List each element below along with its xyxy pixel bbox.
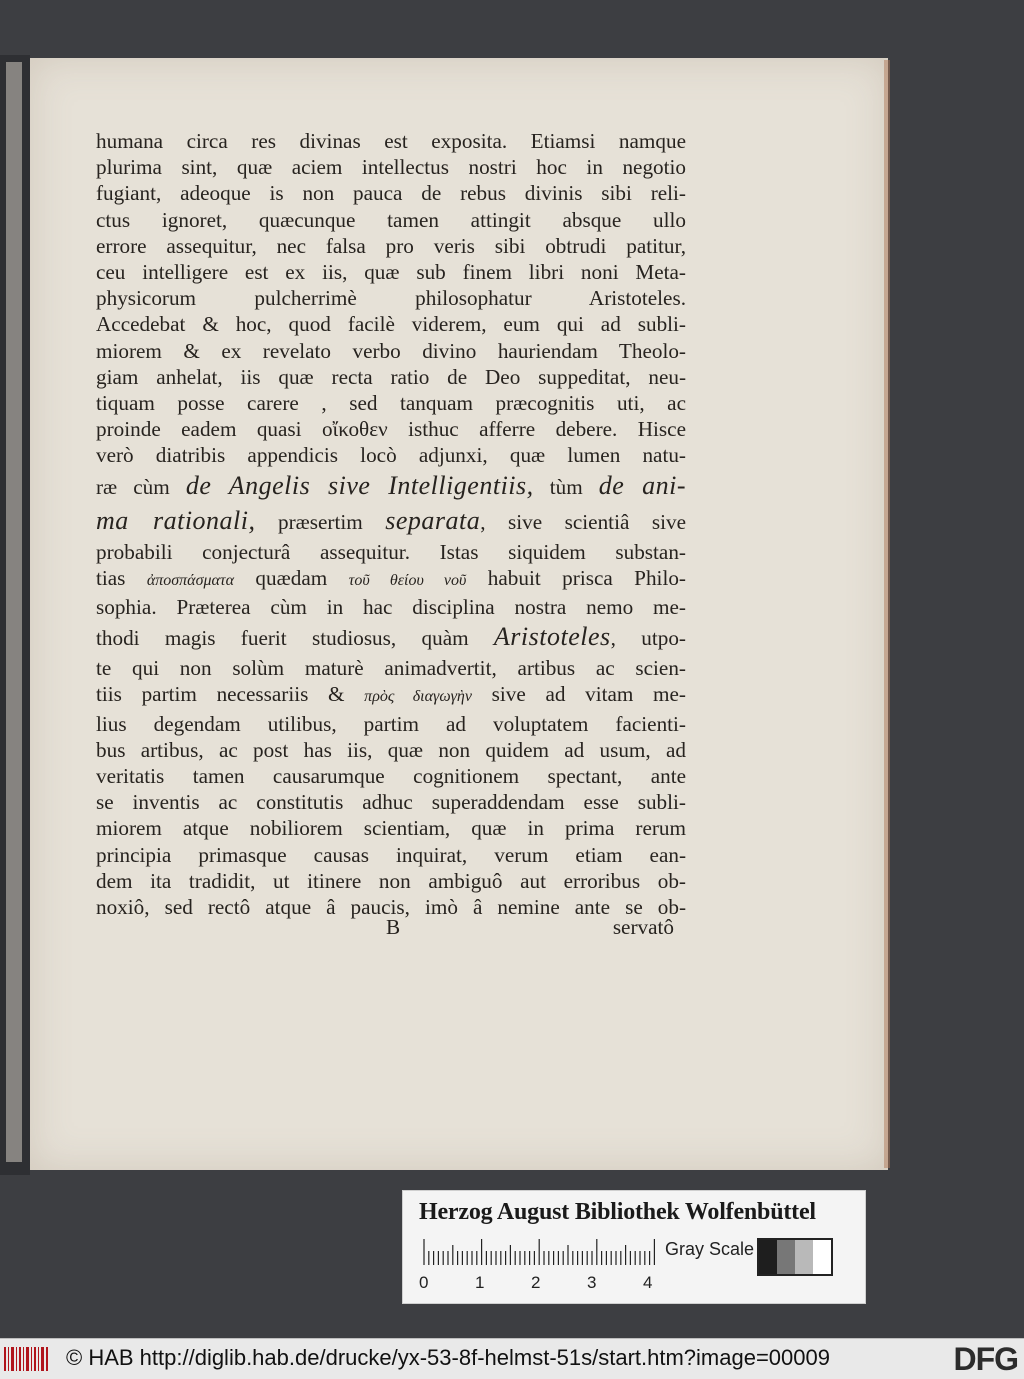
- text-line: proinde eadem quasi οἴκοθεν isthuc afferre debere. Hisce: [96, 417, 686, 442]
- text-run: præsertim: [255, 509, 386, 534]
- text-line: miorem atque nobiliorem scientiam, quæ in prima rerum: [96, 816, 686, 841]
- text-run: , sive scientiâ sive: [480, 509, 686, 534]
- signature-mark: B: [386, 915, 401, 939]
- library-name: Herzog August Bibliothek Wolfenbüttel: [419, 1199, 816, 1225]
- gray-swatch: [759, 1240, 777, 1274]
- text-run: , utpo-: [610, 626, 686, 651]
- text-line: dem ita tradidit, ut itinere non ambiguô aut erroribus ob-: [96, 868, 686, 893]
- text-run: tùm: [533, 474, 599, 499]
- text-line: miorem & ex revelato verbo divino hauriendam Theolo-: [96, 338, 686, 363]
- gray-scale-swatches: [757, 1238, 833, 1276]
- text-run: quædam: [234, 565, 349, 590]
- text-run: tiis partim necessariis &: [96, 682, 365, 707]
- text-run: thodi magis fuerit studiosus, quàm: [96, 626, 494, 651]
- page-text: [96, 128, 686, 920]
- catchword: servatô: [612, 915, 674, 939]
- gray-swatch: [795, 1240, 813, 1274]
- ruler-ticks: [419, 1237, 659, 1267]
- text-line: sophia. Præterea cùm in hac disciplina nostra nemo me-: [96, 595, 686, 620]
- barcode-icon: [4, 1347, 48, 1371]
- text-run: ræ cùm: [96, 474, 186, 499]
- text-line: plurima sint, quæ aciem intellectus nostri hoc in negotio: [96, 155, 686, 180]
- greek-run: ἀποσπάσματα: [146, 571, 235, 589]
- text-line: ctus ignoret, quæcunque tamen attingit absque ullo: [96, 207, 686, 232]
- gray-swatch: [813, 1240, 831, 1274]
- text-line: lius degendam utilibus, partim ad voluptatem facienti-: [96, 711, 686, 736]
- ruler-number: 0: [419, 1273, 429, 1292]
- page-footer: [96, 915, 686, 941]
- ruler-number: 1: [475, 1273, 485, 1292]
- text-line: physicorum pulcherrimè philosophatur Aristoteles.: [96, 286, 686, 311]
- text-line: humana circa res divinas est exposita. Etiamsi namque: [96, 129, 686, 153]
- text-line: se inventis ac constitutis adhuc superaddendam esse subli-: [96, 790, 686, 815]
- gray-swatch: [777, 1240, 795, 1274]
- text-line: te qui non solùm maturè animadvertit, artibus ac scien-: [96, 656, 686, 681]
- ruler-numbers: [417, 1273, 657, 1297]
- text-line: giam anhelat, iis quæ recta ratio de Deo suppeditat, neu-: [96, 364, 686, 389]
- italic-run: separata: [385, 505, 481, 535]
- text-line: Accedebat & hoc, quod facilè viderem, eum qui ad subli-: [96, 312, 686, 337]
- ruler-number: 3: [587, 1273, 597, 1292]
- text-line: tiquam posse carere , sed tanquam præcognitis uti, ac: [96, 391, 686, 416]
- viewer-footer: [0, 1338, 1024, 1379]
- greek-run: πρὸς διαγωγὴν: [364, 688, 472, 706]
- gray-scale-label: Gray Scale: [665, 1239, 755, 1259]
- italic-run: de Angelis sive Intelligentiis,: [185, 470, 534, 500]
- text-line: fugiant, adeoque is non pauca de rebus divinis sibi reli-: [96, 181, 686, 206]
- text-run: tias: [96, 565, 147, 590]
- text-line: [96, 504, 686, 539]
- text-line: noxiô, sed rectô atque â paucis, imò â nemine ante se ob-: [96, 895, 686, 920]
- text-line: ceu intelligere est ex iis, quæ sub finem libri noni Meta-: [96, 260, 686, 285]
- italic-run: Aristoteles: [493, 622, 611, 652]
- facing-page-edge: [6, 62, 22, 1162]
- text-line: principia primasque causas inquirat, verum etiam ean-: [96, 842, 686, 867]
- text-line: bus artibus, ac post has iis, quæ non quidem ad usum, ad: [96, 737, 686, 762]
- measurement-ruler: [419, 1237, 659, 1267]
- text-run: sive ad vitam me-: [471, 682, 686, 707]
- text-line: [96, 681, 686, 710]
- page-edge: [884, 60, 890, 1168]
- text-line: probabili conjecturâ assequitur. Istas siquidem substan-: [96, 539, 686, 564]
- text-run: habuit prisca Philo-: [466, 565, 686, 590]
- dfg-logo: DFG: [953, 1341, 1018, 1377]
- ruler-number: 2: [531, 1273, 541, 1292]
- text-line: [96, 565, 686, 594]
- text-line: [96, 620, 686, 655]
- copyright-url[interactable]: © HAB http://diglib.hab.de/drucke/yx-53-8f-helmst-51s/start.htm?image=00009: [66, 1345, 830, 1370]
- greek-run: τοῦ θείου νοῦ: [348, 571, 467, 589]
- text-line: [96, 469, 686, 504]
- italic-run: de ani-: [598, 470, 686, 500]
- library-color-card: [402, 1190, 866, 1304]
- ruler-number: 4: [643, 1273, 653, 1292]
- italic-run: ma rationali,: [96, 505, 256, 535]
- text-line: errore assequitur, nec falsa pro veris sibi obtrudi patitur,: [96, 233, 686, 258]
- text-line: verò diatribis appendicis locò adjunxi, quæ lumen natu-: [96, 443, 686, 468]
- text-line: veritatis tamen causarumque cognitionem spectant, ante: [96, 764, 686, 789]
